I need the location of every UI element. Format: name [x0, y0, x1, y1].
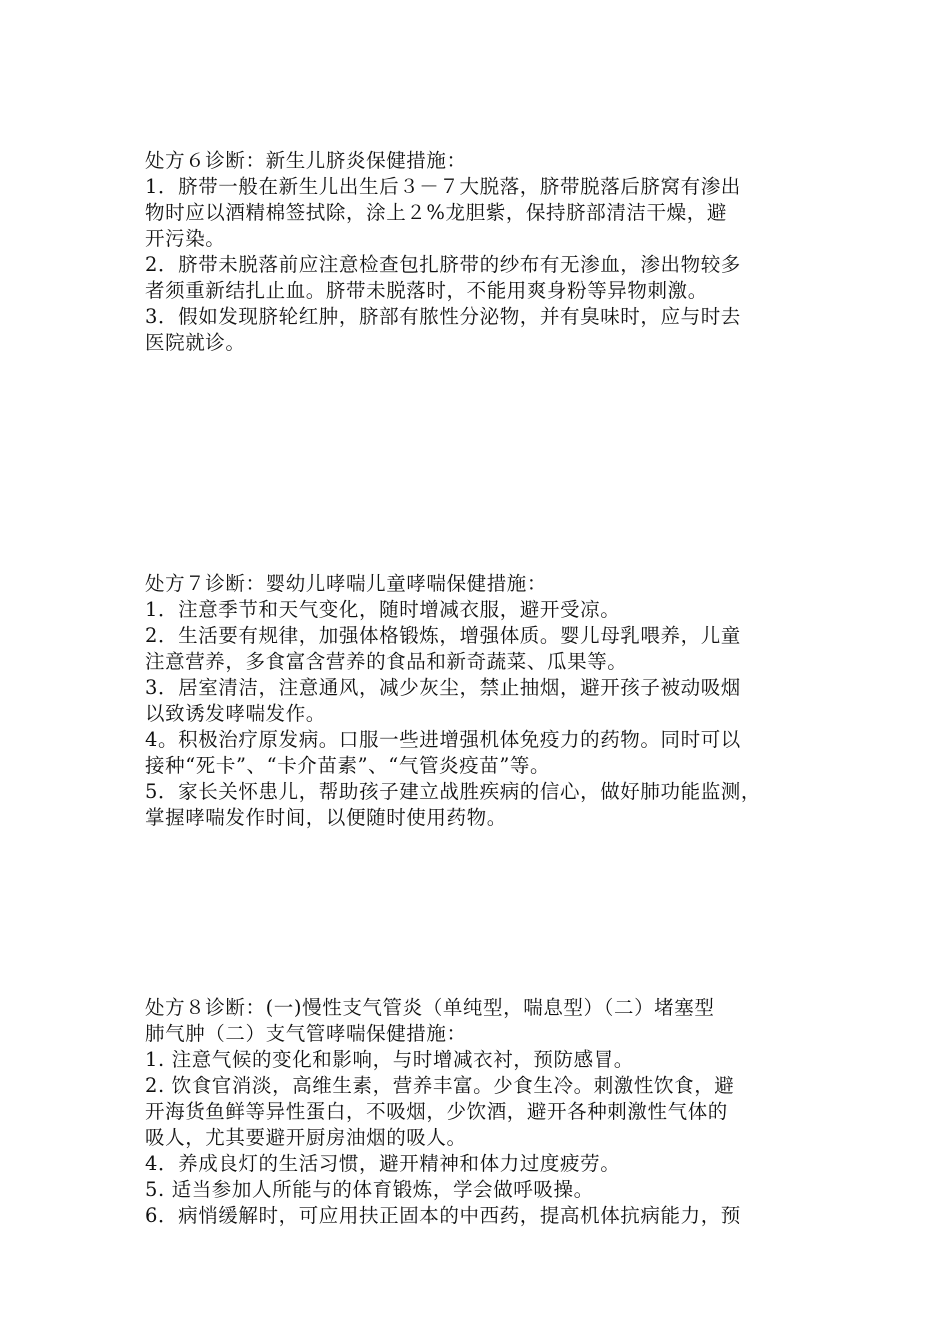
text-line: 医院就诊。	[145, 331, 246, 354]
text-line: 注意营养，多食富含营养的食品和新奇蔬菜、瓜果等。	[145, 650, 628, 673]
text-line: 吸人，尤其要避开厨房油烟的吸人。	[145, 1126, 467, 1149]
text-line: 开海货鱼鲜等异性蛋白，不吸烟，少饮酒，避开各种刺激性气体的	[145, 1100, 728, 1123]
text-line: 4。积极治疗原发病。口服一些进增强机体免疫力的药物。同时可以	[145, 728, 741, 751]
text-line: 2．脐带未脱落前应注意检查包扎脐带的纱布有无渗血，渗出物较多	[145, 253, 741, 276]
prescription-7-section	[145, 571, 835, 831]
prescription-6-title: 处方６诊断：新生儿脐炎保健措施：	[145, 149, 467, 172]
text-line: 1. 注意气候的变化和影响，与时增减衣衬，预防感冒。	[145, 1048, 634, 1071]
text-line: 2．生活要有规律，加强体格锻炼，增强体质。婴儿母乳喂养，儿童	[145, 624, 741, 647]
text-line: 5．家长关怀患儿，帮助孩子建立战胜疾病的信心，做好肺功能监测，	[145, 780, 762, 803]
text-line: 5. 适当参加人所能与的体育锻炼，学会做呼吸操。	[145, 1178, 594, 1201]
text-line: 物时应以酒精棉签拭除，涂上２%龙胆紫，保持脐部清洁干燥，避	[145, 201, 727, 224]
text-line: 4．养成良灯的生活习惯，避开精神和体力过度疲劳。	[145, 1152, 621, 1175]
text-line: 3．居室清洁，注意通风，减少灰尘，禁止抽烟，避开孩子被动吸烟	[145, 676, 741, 699]
text-line: 接种“死卡”、“卡介苗素”、“气管炎疫苗”等。	[145, 754, 551, 777]
text-line: 者须重新结扎止血。脐带未脱落时，不能用爽身粉等异物刺激。	[145, 279, 708, 302]
text-line: 1．脐带一般在新生儿出生后３－７大脱落，脐带脱落后脐窝有渗出	[145, 175, 741, 198]
prescription-8-title-continued: 肺气肿（二）支气管哮喘保健措施：	[145, 1022, 467, 1045]
prescription-8-title: 处方８诊断：(一)慢性支气管炎（单纯型，喘息型）（二）堵塞型	[145, 996, 715, 1019]
prescription-8-section	[145, 995, 835, 1229]
text-line: 1．注意季节和天气变化，随时增减衣服，避开受凉。	[145, 598, 621, 621]
prescription-6-section	[145, 148, 835, 356]
prescription-7-title: 处方７诊断：婴幼儿哮喘儿童哮喘保健措施：	[145, 572, 548, 595]
text-line: 以致诱发哮喘发作。	[145, 702, 326, 725]
text-line: 3．假如发现脐轮红肿，脐部有脓性分泌物，并有臭味时，应与时去	[145, 305, 741, 328]
text-line: 掌握哮喘发作时间，以便随时使用药物。	[145, 806, 507, 829]
text-line: 开污染。	[145, 227, 226, 250]
text-line: 2. 饮食官消淡，高维生素，营养丰富。少食生冷。刺激性饮食，避	[145, 1074, 735, 1097]
text-line: 6．病悄缓解时，可应用扶正固本的中西药，提高机体抗病能力，预	[145, 1204, 741, 1227]
